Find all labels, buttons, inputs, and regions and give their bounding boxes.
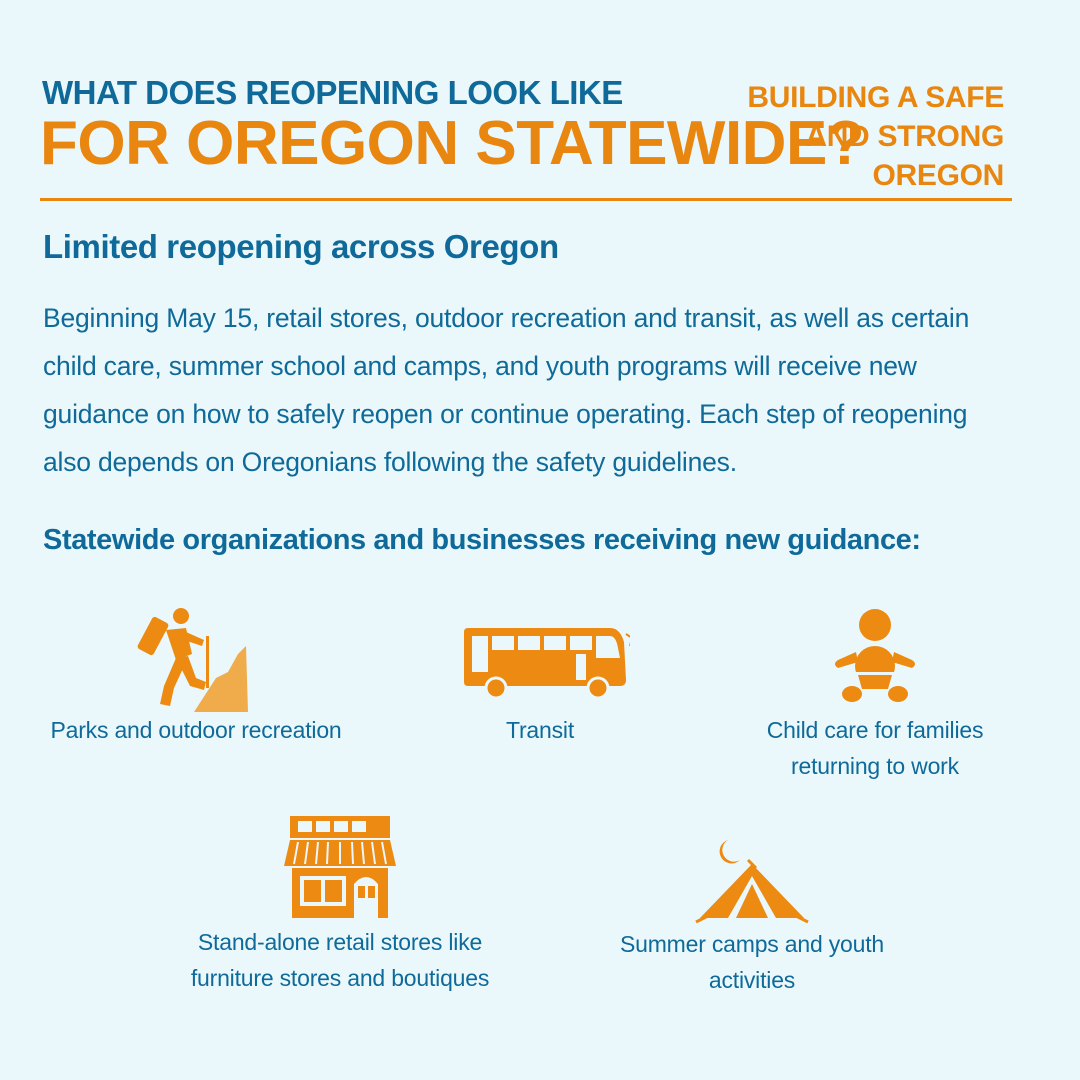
- item-label: Summer camps and youth activities: [619, 931, 885, 993]
- section-heading: Limited reopening across Oregon: [43, 228, 559, 265]
- list-heading: Statewide organizations and businesses receiving new guidance:: [43, 524, 921, 556]
- baby-icon: [830, 608, 920, 712]
- guidance-item-child-care: [750, 608, 1000, 784]
- intro-paragraph: Beginning May 15, retail stores, outdoor recreation and transit, as well as certain child care, summer school and camps, and youth programs will receive new guidance on how to safely reopen or continue operating. Each step of reopening also depends on Oregonians following the safety guidelines.: [43, 303, 970, 477]
- item-label: Transit: [505, 717, 575, 743]
- guidance-item-parks: [40, 608, 352, 748]
- guidance-item-camps: [610, 840, 894, 998]
- hiker-icon: [136, 608, 256, 712]
- title-line-2: FOR OREGON STATEWIDE?: [40, 109, 865, 178]
- item-label: Parks and outdoor recreation: [50, 717, 342, 743]
- item-label: Child care for families returning to work: [766, 717, 984, 779]
- storefront-icon: [280, 812, 400, 924]
- tagline: BUILDING A SAFE AND STRONG OREGON: [747, 81, 1004, 192]
- bus-icon: [450, 608, 630, 712]
- tent-icon: [692, 840, 812, 926]
- guidance-item-transit: [440, 608, 640, 748]
- item-label: Stand-alone retail stores like furniture stores and boutiques: [190, 929, 490, 991]
- header-divider: [40, 198, 1012, 201]
- guidance-item-retail: [180, 812, 500, 996]
- title-line-1: WHAT DOES REOPENING LOOK LIKE: [42, 74, 623, 111]
